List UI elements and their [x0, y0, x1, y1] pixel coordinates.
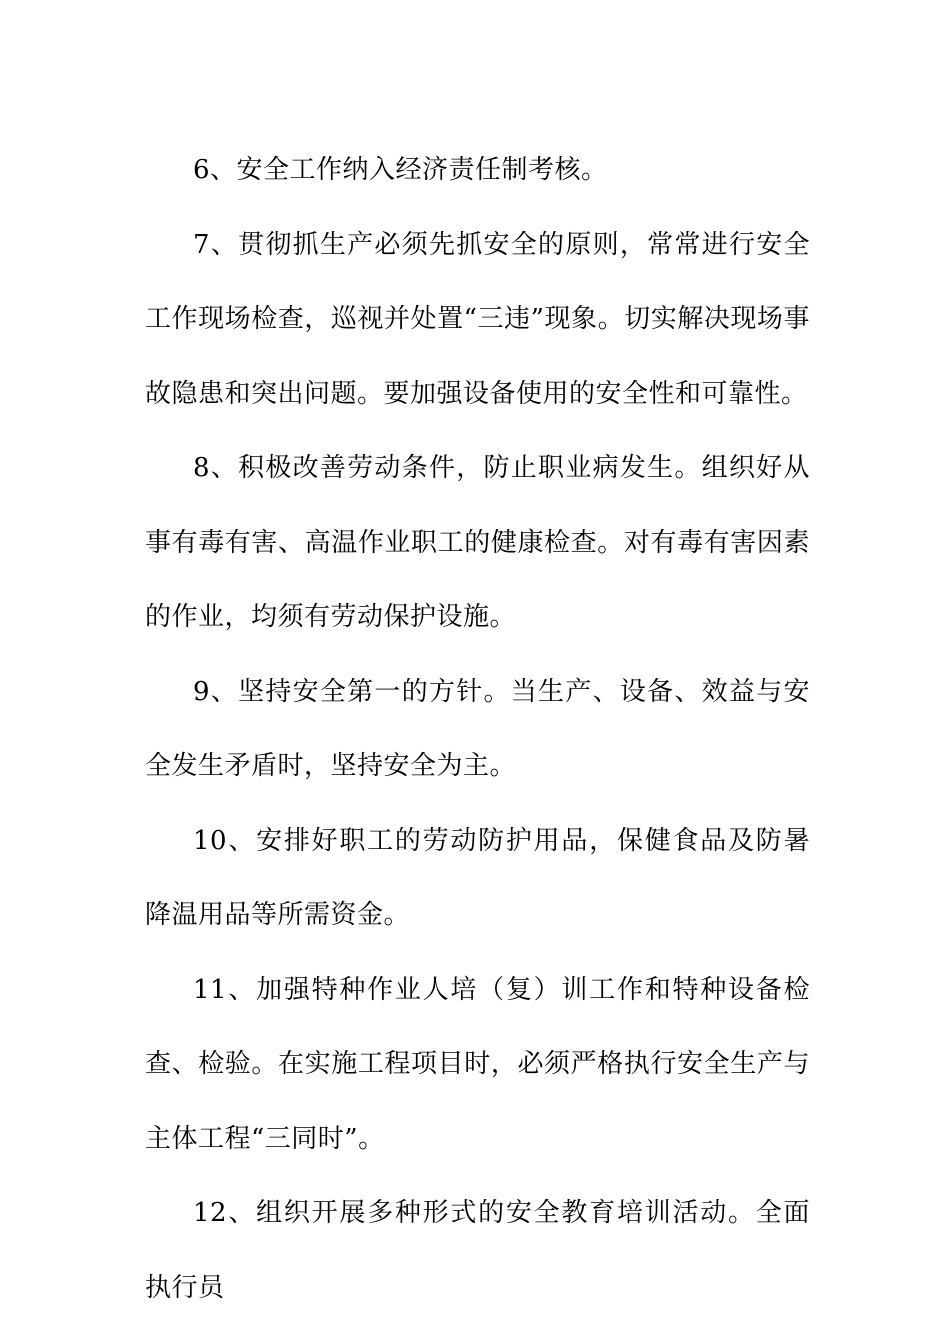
paragraph-item-12: 12、组织开展多种形式的安全教育培训活动。全面执行员 — [145, 1198, 810, 1303]
paragraph-item-10: 10、安排好职工的劳动防护用品，保健食品及防暑降温用品等所需资金。 — [145, 825, 810, 930]
paragraph-item-6: 6、安全工作纳入经济责任制考核。 — [193, 155, 608, 185]
paragraph-item-9: 9、坚持安全第一的方针。当生产、设备、效益与安全发生矛盾时，坚持安全为主。 — [145, 676, 810, 781]
paragraph-item-7: 7、贯彻抓生产必须先抓安全的原则，常常进行安全工作现场检查，巡视并处置“三违”现象。切实解决现场事故隐患和突出问题。要加强设备使用的安全性和可靠性。 — [145, 229, 810, 409]
paragraph-item-8: 8、积极改善劳动条件，防止职业病发生。组织好从事有毒有害、高温作业职工的健康检查。对有毒有害因素的作业，均须有劳动保护设施。 — [145, 453, 810, 632]
document-body — [145, 133, 810, 1325]
paragraph-item-11: 11、加强特种作业人培（复）训工作和特种设备检查、检验。在实施工程项目时，必须严格执行安全生产与主体工程“三同时”。 — [145, 974, 810, 1154]
